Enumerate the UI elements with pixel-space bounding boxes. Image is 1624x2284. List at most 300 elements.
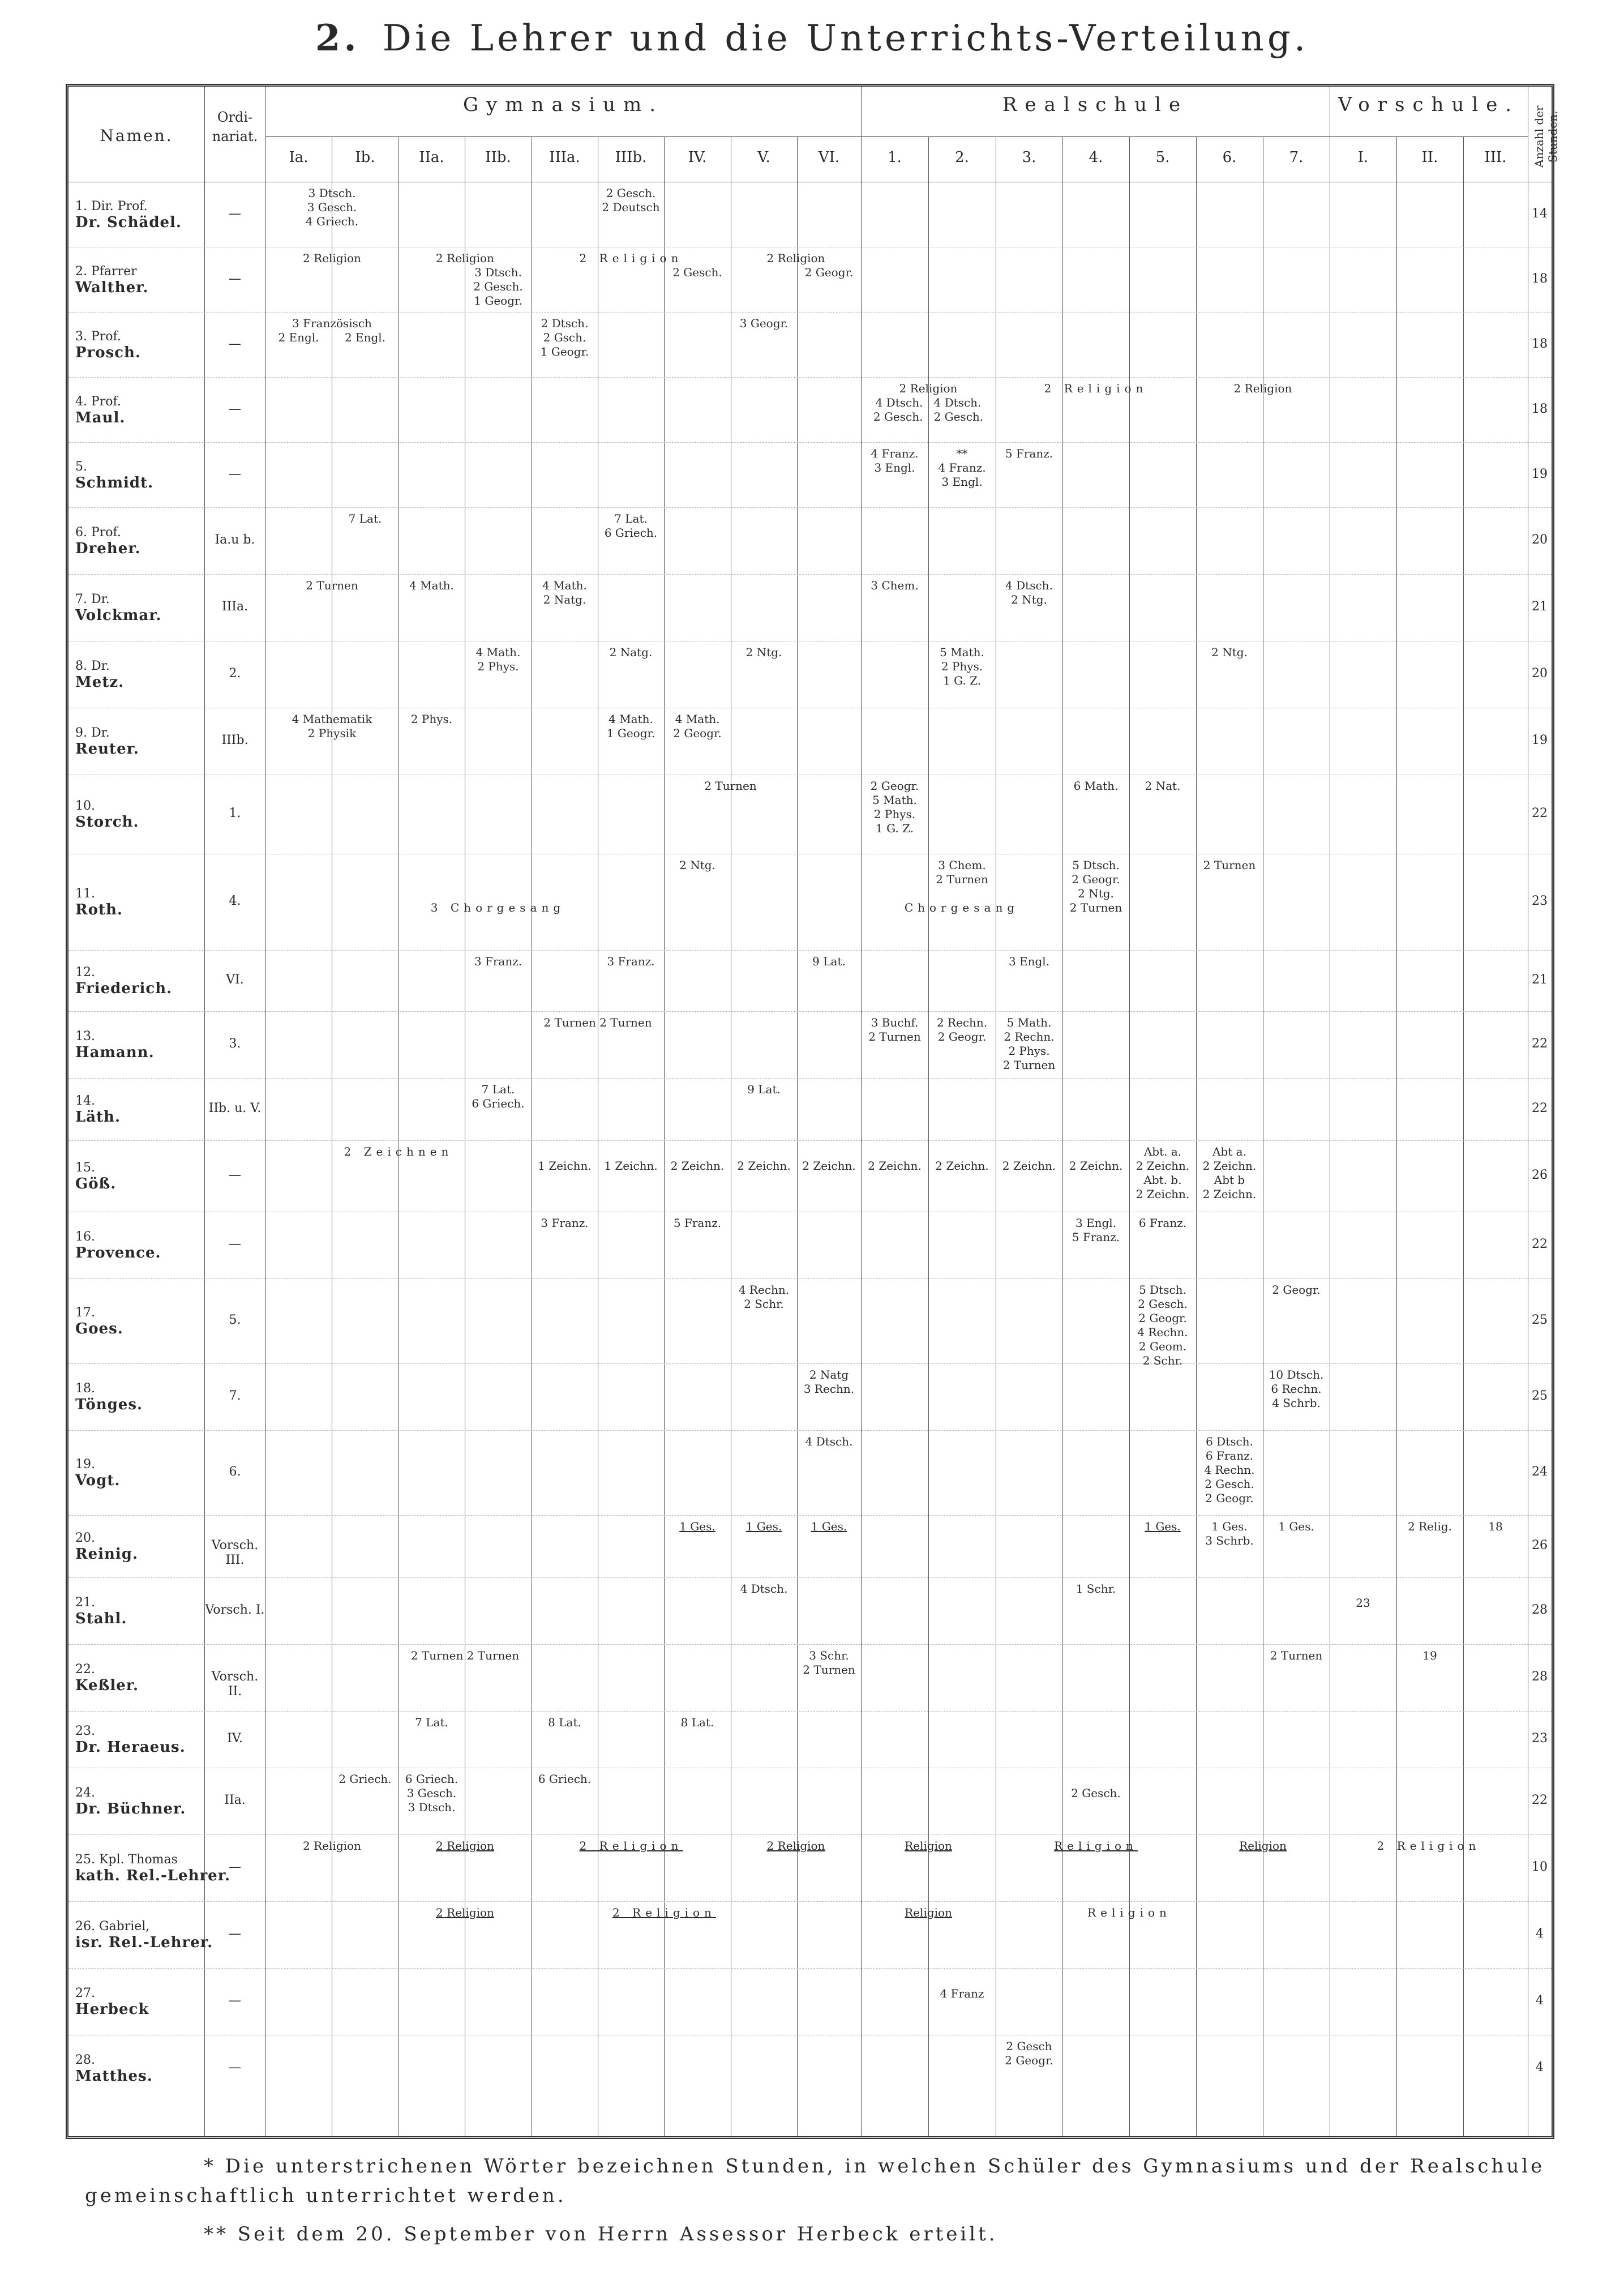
teacher-name-line2: Provence.	[75, 1244, 161, 1261]
teacher-name-line2: kath. Rel.-Lehrer.	[75, 1867, 231, 1884]
teacher-name	[75, 1662, 203, 1695]
assignment-cell: 7 Lat. 6 Griech.	[604, 512, 658, 540]
assignment-cell: 19	[1422, 1649, 1437, 1662]
assignment-cell: 3 Französisch	[292, 316, 372, 330]
total-hours: 26	[1532, 1538, 1548, 1552]
ordinariat: 6.	[229, 1465, 241, 1479]
teacher-name-line1: 13.	[75, 1029, 95, 1043]
assignment-cell: 2 Natg 3 Rechn.	[803, 1368, 855, 1396]
teacher-name	[75, 798, 203, 831]
row-line	[68, 1711, 1552, 1712]
teacher-distribution-table	[66, 84, 1559, 2139]
teacher-name	[75, 329, 203, 362]
assignment-cell: 2 Geogr.	[1272, 1283, 1321, 1297]
assignment-cell: 6 Math.	[1073, 779, 1119, 793]
assignment-cell: Chorgesang	[904, 901, 1019, 914]
assignment-cell: 1 Ges.	[745, 1520, 782, 1533]
total-hours: 18	[1532, 401, 1548, 416]
total-hours: 19	[1532, 467, 1548, 481]
assignment-cell: 2 Religion	[303, 251, 361, 265]
assignment-cell: 3 Franz.	[474, 955, 522, 968]
row-line	[68, 1644, 1552, 1645]
teacher-name	[75, 1093, 203, 1126]
assignment-cell: 5 Math. 2 Rechn. 2 Phys. 2 Turnen	[1002, 1016, 1056, 1072]
assignment-cell: 3 Franz.	[541, 1216, 589, 1230]
teacher-name-line2: Dr. Heraeus.	[75, 1739, 186, 1756]
teacher-name-line1: 24.	[75, 1786, 95, 1800]
assignment-cell: 2 Turnen	[1270, 1649, 1323, 1662]
total-hours: 25	[1532, 1389, 1548, 1403]
assignment-cell: 2 Religion 4 Dtsch. 4 Dtsch. 2 Gesch. 2 Gesch.	[873, 382, 984, 424]
assignment-cell: 3 Engl.	[1008, 955, 1050, 968]
assignment-cell: 2 Turnen	[1203, 858, 1256, 872]
total-hours: 22	[1532, 1237, 1548, 1251]
teacher-name-line2: Prosch.	[75, 344, 142, 361]
total-hours: 20	[1532, 533, 1548, 547]
column-line	[664, 136, 665, 2136]
teacher-name-line1: 8. Dr.	[75, 659, 110, 673]
teacher-name-line2: Reuter.	[75, 741, 139, 758]
assignment-cell: 2 Ntg.	[1211, 645, 1248, 659]
assignment-cell: 2 Religion	[303, 1839, 361, 1853]
assignment-cell: 2 Ntg.	[679, 858, 715, 872]
row-line	[68, 312, 1552, 313]
class-column-header: 4.	[1089, 149, 1103, 166]
row-line	[68, 1078, 1552, 1079]
header-gymnasium: Gymnasium.	[462, 93, 664, 116]
column-line	[1463, 136, 1464, 2136]
total-hours: 25	[1532, 1313, 1548, 1327]
assignment-cell: 2 Religion	[579, 1839, 683, 1853]
assignment-cell: 8 Lat.	[548, 1716, 581, 1729]
class-column-header: IV.	[688, 149, 707, 166]
teacher-name-line1: 16.	[75, 1230, 95, 1244]
assignment-cell: 8 Lat.	[680, 1716, 714, 1729]
assignment-cell: 4 Math.	[409, 579, 454, 592]
teacher-name-line1: 14.	[75, 1094, 95, 1108]
assignment-cell: 2 Nat.	[1145, 779, 1181, 793]
ordinariat: Vorsch. II.	[211, 1670, 259, 1699]
teacher-name-line2: Matthes.	[75, 2068, 153, 2085]
teacher-name-line1: 25. Kpl. Thomas	[75, 1853, 178, 1867]
assignment-cell: Religion	[1054, 1839, 1138, 1853]
assignment-cell: 2 Zeichn.	[868, 1159, 922, 1173]
assignment-cell: 2 Gesch. 2 Deutsch	[602, 186, 660, 214]
teacher-name-line1: 28.	[75, 2053, 95, 2067]
assignment-cell: 1 Ges.	[811, 1520, 847, 1533]
assignment-cell: 2 Religion	[612, 1906, 716, 1919]
assignment-cell: 3 Chem. 2 Turnen	[936, 858, 988, 886]
assignment-cell: 2 Religion	[1044, 382, 1148, 395]
assignment-cell: 5 Dtsch. 2 Gesch. 2 Geogr. 4 Rechn. 2 Geom. 2 Schr.	[1137, 1283, 1188, 1367]
column-line	[797, 136, 798, 2136]
teacher-name	[75, 1723, 203, 1756]
column-line	[398, 136, 399, 2136]
ordinariat: —	[229, 1237, 241, 1251]
ordinariat: —	[229, 1168, 241, 1182]
teacher-name-line1: 26. Gabriel,	[75, 1919, 150, 1934]
teacher-name-line2: Reinig.	[75, 1546, 139, 1563]
ordinariat: —	[229, 271, 241, 286]
teacher-name-line2: Maul.	[75, 409, 126, 426]
assignment-cell: 2 Zeichn.	[1069, 1159, 1123, 1173]
teacher-name	[75, 1160, 203, 1193]
assignment-cell: 2 Turnen	[306, 579, 358, 592]
teacher-name-line1: 20.	[75, 1531, 95, 1545]
assignment-cell: 2 Religion	[436, 1906, 494, 1919]
total-hours: 20	[1532, 666, 1548, 681]
header-group-line	[265, 136, 1528, 137]
total-hours: 22	[1532, 1101, 1548, 1115]
ordinariat: 4.	[229, 894, 241, 908]
row-line	[68, 1011, 1552, 1012]
teacher-name-line1: 6. Prof.	[75, 525, 121, 540]
assignment-cell: 2 Natg.	[609, 645, 653, 659]
column-line	[265, 87, 266, 2136]
assignment-cell: 1 Ges. 3 Schrb.	[1205, 1520, 1254, 1547]
ordinariat: —	[229, 1860, 241, 1874]
ordinariat: IIb. u. V.	[208, 1101, 262, 1115]
teacher-name	[75, 1530, 203, 1563]
ordinariat: IIa.	[224, 1793, 246, 1807]
total-hours: 26	[1532, 1168, 1548, 1182]
ordinariat: —	[229, 401, 241, 416]
total-hours: 4	[1536, 2060, 1544, 2075]
ordinariat: —	[229, 206, 241, 221]
assignment-cell: 2 Zeichn.	[935, 1159, 989, 1173]
total-hours: 21	[1532, 973, 1548, 987]
assignment-cell: Religion	[1239, 1839, 1287, 1853]
assignment-cell: 4 Franz. 3 Engl.	[871, 447, 919, 474]
teacher-name	[75, 1381, 203, 1414]
assignment-cell: 2 Griech.	[338, 1772, 392, 1786]
teacher-name-line2: Metz.	[75, 674, 125, 691]
class-column-header: VI.	[818, 149, 840, 166]
assignment-cell: 2 Gesch.	[672, 266, 722, 279]
teacher-name-line2: Tönges.	[75, 1396, 143, 1413]
class-column-header: IIa.	[419, 149, 444, 166]
teacher-name-line1: 27.	[75, 1986, 95, 2000]
assignment-cell: 9 Lat.	[747, 1083, 781, 1096]
total-hours: 28	[1532, 1603, 1548, 1617]
assignment-cell: 6 Griech. 3 Gesch. 3 Dtsch.	[405, 1772, 459, 1814]
total-hours: 28	[1532, 1670, 1548, 1684]
teacher-name	[75, 1029, 203, 1062]
assignment-cell: 2 Zeichn.	[737, 1159, 791, 1173]
row-line	[68, 1363, 1552, 1364]
teacher-name-line1: 12.	[75, 965, 95, 980]
row-line	[68, 1901, 1552, 1902]
assignment-cell: Religion	[905, 1906, 952, 1919]
row-line	[68, 1278, 1552, 1279]
assignment-cell: 23	[1356, 1596, 1370, 1610]
teacher-name-line2: Herbeck	[75, 2001, 149, 2018]
assignment-cell: 2 Dtsch. 2 Gsch. 1 Geogr.	[540, 316, 589, 358]
assignment-cell: 3 Engl. 5 Franz.	[1072, 1216, 1120, 1244]
row-line	[68, 442, 1552, 443]
assignment-cell: 2 Religion	[766, 1839, 825, 1853]
teacher-name-line2: Göß.	[75, 1175, 117, 1192]
assignment-cell: 1 Ges.	[1278, 1520, 1314, 1533]
teacher-name	[75, 886, 203, 919]
assignment-cell: 3 Schr. 2 Turnen	[803, 1649, 855, 1676]
teacher-name	[75, 1305, 203, 1338]
assignment-cell: Abt. a. 2 Zeichn. Abt. b. 2 Zeichn.	[1135, 1145, 1190, 1201]
assignment-cell: 1 Ges.	[679, 1520, 715, 1533]
assignment-cell: 3 Dtsch. 3 Gesch. 4 Griech.	[305, 186, 359, 228]
teacher-name-line1: 2. Pfarrer	[75, 264, 137, 279]
assignment-cell: 5 Math. 2 Phys. 1 G. Z.	[940, 645, 984, 687]
assignment-cell: 2 Zeichn.	[1002, 1159, 1056, 1173]
teacher-name-line2: Roth.	[75, 901, 123, 918]
assignment-cell: 2 Engl.	[344, 331, 386, 344]
teacher-name	[75, 1457, 203, 1490]
class-column-header: 2.	[955, 149, 969, 166]
teacher-name-line2: Hamann.	[75, 1044, 155, 1061]
assignment-cell: 2 Turnen	[704, 779, 757, 793]
assignment-cell: 1 Zeichn.	[604, 1159, 658, 1173]
total-hours: 23	[1532, 894, 1548, 908]
teacher-name-line1: 15.	[75, 1161, 95, 1175]
teacher-name-line1: 7. Dr.	[75, 592, 110, 606]
teacher-name-line2: Goes.	[75, 1320, 123, 1337]
assignment-cell: 4 Mathematik 2 Physik	[292, 712, 372, 740]
row-line	[68, 1968, 1552, 1969]
assignment-cell: 2 Turnen 2 Turnen	[543, 1016, 652, 1029]
teacher-name	[75, 394, 203, 427]
row-line	[68, 950, 1552, 951]
row-line	[68, 1140, 1552, 1141]
header-vorschule: Vorschule.	[1338, 93, 1520, 116]
assignment-cell: 4 Math. 2 Phys.	[475, 645, 521, 673]
assignment-cell: 2 Relig.	[1408, 1520, 1452, 1533]
teacher-name-line2: Läth.	[75, 1109, 121, 1126]
teacher-name-line2: Volckmar.	[75, 607, 162, 624]
teacher-name	[75, 199, 203, 232]
header-ordinariat-2: nariat.	[212, 129, 258, 144]
class-column-header: Ib.	[355, 149, 375, 166]
class-column-header: V.	[757, 149, 770, 166]
ordinariat: —	[229, 1927, 241, 1941]
assignment-cell: 6 Griech.	[538, 1772, 592, 1786]
total-hours: 18	[1532, 271, 1548, 286]
total-hours: 22	[1532, 806, 1548, 820]
teacher-name-line2: isr. Rel.-Lehrer.	[75, 1934, 213, 1951]
class-column-header: IIb.	[485, 149, 511, 166]
teacher-name-line1: 17.	[75, 1306, 95, 1320]
ordinariat: Ia.u b.	[215, 533, 255, 547]
header-namen: Namen.	[100, 126, 173, 145]
total-hours: 18	[1532, 336, 1548, 351]
assignment-cell: 6 Dtsch. 6 Franz. 4 Rechn. 2 Gesch. 2 Geogr.	[1204, 1435, 1255, 1505]
total-hours: 23	[1532, 1731, 1548, 1746]
teacher-name	[75, 965, 203, 998]
class-column-header: 1.	[888, 149, 902, 166]
assignment-cell: 5 Franz.	[1005, 447, 1053, 460]
teacher-name	[75, 264, 203, 297]
total-hours: 4	[1536, 1994, 1544, 2008]
teacher-name	[75, 2052, 203, 2085]
ordinariat: —	[229, 2060, 241, 2075]
teacher-name-line2: Dr. Büchner.	[75, 1800, 186, 1817]
assignment-cell: 2 Ntg.	[745, 645, 782, 659]
teacher-name	[75, 1852, 231, 1885]
assignment-cell: 1 Ges.	[1145, 1520, 1181, 1533]
title-text: Die Lehrer und die Unterrichts-Verteilung.	[382, 18, 1309, 59]
row-line	[68, 574, 1552, 575]
teacher-name-line2: Stahl.	[75, 1610, 127, 1627]
class-column-header: 6.	[1222, 149, 1237, 166]
ordinariat: —	[229, 467, 241, 481]
ordinariat: 1.	[229, 806, 241, 820]
assignment-cell: 3 Dtsch. 2 Gesch. 1 Geogr.	[473, 266, 523, 307]
row-line	[68, 1577, 1552, 1578]
assignment-cell: 5 Dtsch. 2 Geogr. 2 Ntg. 2 Turnen	[1069, 858, 1122, 914]
assignment-cell: 2 Religion	[766, 251, 825, 265]
assignment-cell: 4 Math. 1 Geogr.	[606, 712, 655, 740]
assignment-cell: Religion	[1087, 1906, 1171, 1919]
class-column-header: I.	[1357, 149, 1369, 166]
assignment-cell: 18	[1488, 1520, 1503, 1533]
assignment-cell: 2 Religion	[579, 251, 683, 265]
teacher-name-line1: 23.	[75, 1724, 95, 1738]
assignment-cell: 6 Franz.	[1138, 1216, 1187, 1230]
ordinariat: Vorsch. III.	[211, 1538, 259, 1567]
assignment-cell: 4 Math. 2 Natg.	[542, 579, 587, 606]
total-hours: 14	[1532, 206, 1548, 221]
assignment-cell: 2 Phys.	[410, 712, 453, 726]
teacher-name-line1: 3. Prof.	[75, 329, 121, 344]
header-anzahl-der-stunden: Anzahl der Stunden.	[1532, 105, 1559, 168]
ordinariat: 7.	[229, 1389, 241, 1403]
ordinariat: —	[229, 1994, 241, 2008]
teacher-name-line1: 22.	[75, 1662, 95, 1676]
total-hours: 21	[1532, 600, 1548, 614]
teacher-name	[75, 1595, 203, 1628]
teacher-name-line1: 18.	[75, 1381, 95, 1396]
assignment-cell: 2 Religion	[1233, 382, 1292, 395]
assignment-cell: 3 Chorgesang	[430, 901, 565, 914]
assignment-cell: 4 Dtsch.	[740, 1582, 788, 1596]
teacher-name-line1: 9. Dr.	[75, 726, 110, 740]
assignment-cell: 2 Religion	[436, 1839, 494, 1853]
teacher-name	[75, 592, 203, 625]
assignment-cell: 7 Lat.	[348, 512, 382, 525]
page-title	[0, 17, 1624, 59]
class-column-header: 5.	[1155, 149, 1170, 166]
teacher-name	[75, 1229, 203, 1262]
assignment-cell: 2 Zeichn.	[670, 1159, 725, 1173]
teacher-name	[75, 658, 203, 691]
ordinariat: 2.	[229, 666, 241, 681]
assignment-cell: 2 Gesch 2 Geogr.	[1005, 2039, 1053, 2067]
assignment-cell: 2 Geogr. 5 Math. 2 Phys. 1 G. Z.	[870, 779, 919, 835]
total-hours: 19	[1532, 733, 1548, 747]
assignment-cell: 2 Religion	[436, 251, 494, 265]
class-column-header: IIIa.	[549, 149, 580, 166]
teacher-name-line1: 5.	[75, 459, 87, 474]
assignment-cell: 4 Math. 2 Geogr.	[673, 712, 722, 740]
class-column-header: IIIb.	[615, 149, 647, 166]
row-line	[68, 1430, 1552, 1431]
assignment-cell: 4 Franz	[940, 1987, 984, 2000]
assignment-cell: 3 Buchf. 2 Turnen	[868, 1016, 921, 1043]
class-column-header: 3.	[1022, 149, 1036, 166]
row-line	[68, 1515, 1552, 1516]
teacher-name-line1: 11.	[75, 887, 95, 901]
assignment-cell: 9 Lat.	[812, 955, 846, 968]
assignment-cell: Religion	[905, 1839, 952, 1853]
class-column-header: III.	[1484, 149, 1507, 166]
teacher-name	[75, 525, 203, 558]
teacher-name-line2: Dreher.	[75, 540, 141, 557]
teacher-name-line1: 21.	[75, 1596, 95, 1610]
total-hours: 24	[1532, 1465, 1548, 1479]
assignment-cell: 2 Turnen 2 Turnen	[410, 1649, 520, 1662]
header-realschule: Realschule	[1002, 93, 1189, 116]
total-hours: 4	[1536, 1927, 1544, 1941]
teacher-name-line2: Vogt.	[75, 1472, 121, 1489]
ordinariat: 5.	[229, 1313, 241, 1327]
ordinariat: Vorsch. I.	[205, 1603, 265, 1617]
total-hours: 22	[1532, 1037, 1548, 1051]
assignment-cell: 10 Dtsch. 6 Rechn. 4 Schrb.	[1269, 1368, 1324, 1410]
assignment-cell: 7 Lat. 6 Griech.	[472, 1083, 525, 1110]
ordinariat: —	[229, 336, 241, 351]
header-ordinariat-1: Ordi-	[217, 109, 253, 125]
column-line	[1396, 136, 1397, 2136]
teacher-name-line1: 19.	[75, 1457, 95, 1472]
class-column-header: 7.	[1289, 149, 1304, 166]
assignment-cell: 2 Zeichnen	[344, 1145, 453, 1158]
assignment-cell: ** 4 Franz. 3 Engl.	[938, 447, 986, 489]
assignment-cell: 5 Franz.	[673, 1216, 722, 1230]
assignment-cell: 3 Franz.	[607, 955, 655, 968]
assignment-cell: 7 Lat.	[415, 1716, 448, 1729]
teacher-name-line1: 10.	[75, 799, 95, 813]
class-column-header: Ia.	[289, 149, 308, 166]
teacher-name	[75, 1919, 213, 1952]
row-line	[68, 507, 1552, 508]
footnote-1: * Die unterstrichenen Wörter bezeichnen Stunden, in welchen Schüler des Gymnasiums und der Realschule gemeinschaftlich unterrichtet werden.	[85, 2155, 1545, 2207]
row-line	[68, 1834, 1552, 1835]
teacher-name-line2: Dr. Schädel.	[75, 213, 182, 231]
total-hours: 10	[1532, 1860, 1548, 1874]
title-number: 2.	[315, 17, 360, 59]
assignment-cell: 1 Schr.	[1075, 1582, 1116, 1596]
teacher-name	[75, 725, 203, 758]
teacher-name	[75, 1986, 203, 2018]
class-column-header: II.	[1421, 149, 1438, 166]
teacher-name-line2: Friederich.	[75, 980, 173, 997]
ordinariat: IIIb.	[221, 733, 248, 747]
assignment-cell: 1 Zeichn.	[538, 1159, 592, 1173]
row-line	[68, 377, 1552, 378]
teacher-name-line2: Storch.	[75, 814, 139, 831]
assignment-cell: 2 Geogr.	[804, 266, 854, 279]
teacher-name-line1: 4. Prof.	[75, 394, 121, 409]
teacher-name-line2: Walther.	[75, 279, 149, 296]
total-hours: 22	[1532, 1793, 1548, 1807]
teacher-name	[75, 1785, 203, 1818]
teacher-name-line2: Schmidt.	[75, 474, 154, 491]
assignment-cell: 2 Gesch.	[1071, 1786, 1121, 1800]
assignment-cell: 2 Religion	[1377, 1839, 1481, 1853]
teacher-name	[75, 459, 203, 492]
ordinariat: IIIa.	[221, 600, 248, 614]
assignment-cell: 3 Geogr.	[739, 316, 789, 330]
footnote-2: ** Seit dem 20. September von Herrn Assessor Herbeck erteilt.	[204, 2223, 998, 2245]
